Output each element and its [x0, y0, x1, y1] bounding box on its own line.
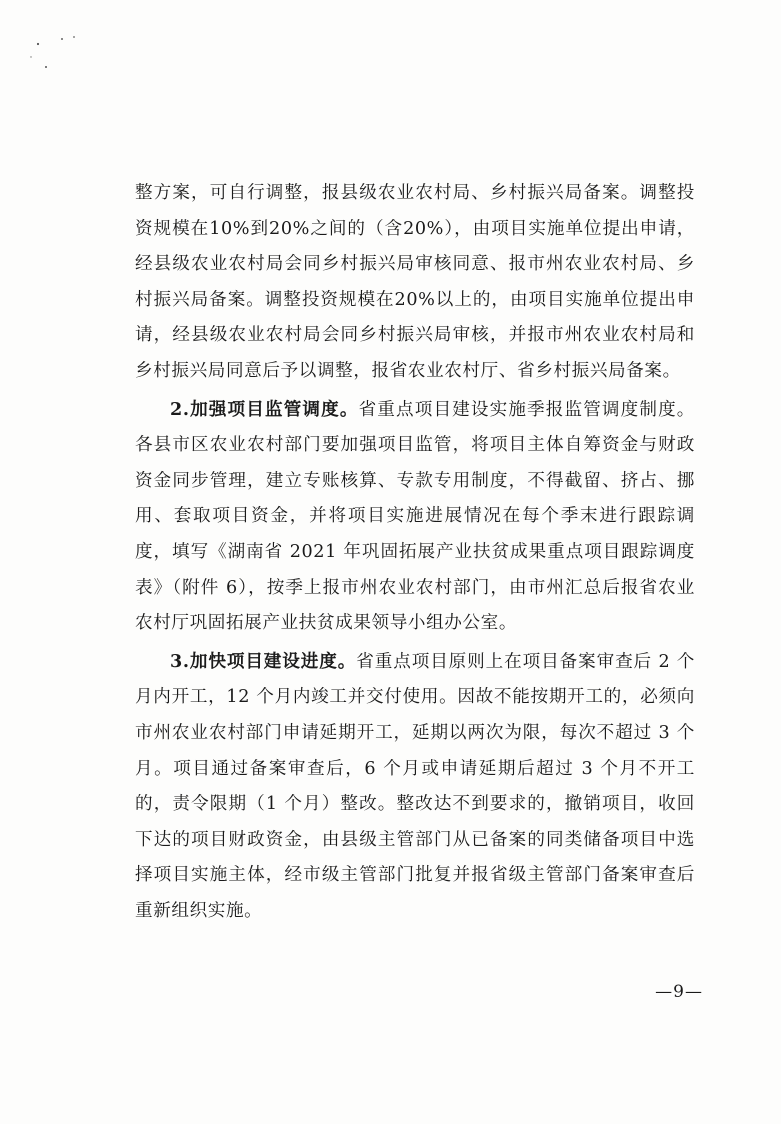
- paragraph-project-supervision: [135, 392, 695, 642]
- section-heading-3: 3.加快项目建设进度。: [170, 650, 357, 672]
- paragraph-text: 省重点项目原则上在项目备案审查后 2 个月内开工，12 个月内竣工并交付使用。因故不能按期开工的，必须向市州农业农村部门申请延期开工，延期以两次为限，每次不超过 3 个月。项目通过备案审查后，6 个月或申请延期后超过 3 个月不开工的，责令限期（1 个月）整改。整改达不到要求的，撤销项目，收回下达的项目财政资金，由县级主管部门从已备案的同类储备项目中选择项目实施主体，经市级主管部门批复并报省级主管部门备案审查后重新组织实施。: [135, 651, 695, 921]
- paragraph-investment-adjustment: [135, 176, 695, 390]
- paragraph-construction-progress: [135, 644, 695, 930]
- paragraph-text: 省重点项目建设实施季报监管调度制度。各县市区农业农村部门要加强项目监管，将项目主体自筹资金与财政资金同步管理，建立专账核算、专款专用制度，不得截留、挤占、挪用、套取项目资金，并将项目实施进展情况在每个季末进行跟踪调度，填写《湖南省 2021 年巩固拓展产业扶贫成果重点项目跟踪调度表》（附件 6），按季上报市州农业农村部门，由市州汇总后报省农业农村厅巩固拓展产业扶贫成果领导小组办公室。: [135, 399, 696, 634]
- scan-specks: [0, 0, 120, 90]
- section-heading-2: 2.加强项目监管调度。: [170, 398, 359, 420]
- document-body: [135, 176, 695, 929]
- page-number: —9—: [655, 982, 703, 1002]
- paragraph-text: 整方案，可自行调整，报县级农业农村局、乡村振兴局备案。调整投资规模在10%到20%之间的（含20%），由项目实施单位提出申请，经县级农业农村局会同乡村振兴局审核同意、报市州农业农村局、乡村振兴局备案。调整投资规模在20%以上的，由项目实施单位提出申请，经县级农业农村局会同乡村振兴局审核，并报市州农业农村局和乡村振兴局同意后予以调整，报省农业农村厅、省乡村振兴局备案。: [135, 183, 695, 381]
